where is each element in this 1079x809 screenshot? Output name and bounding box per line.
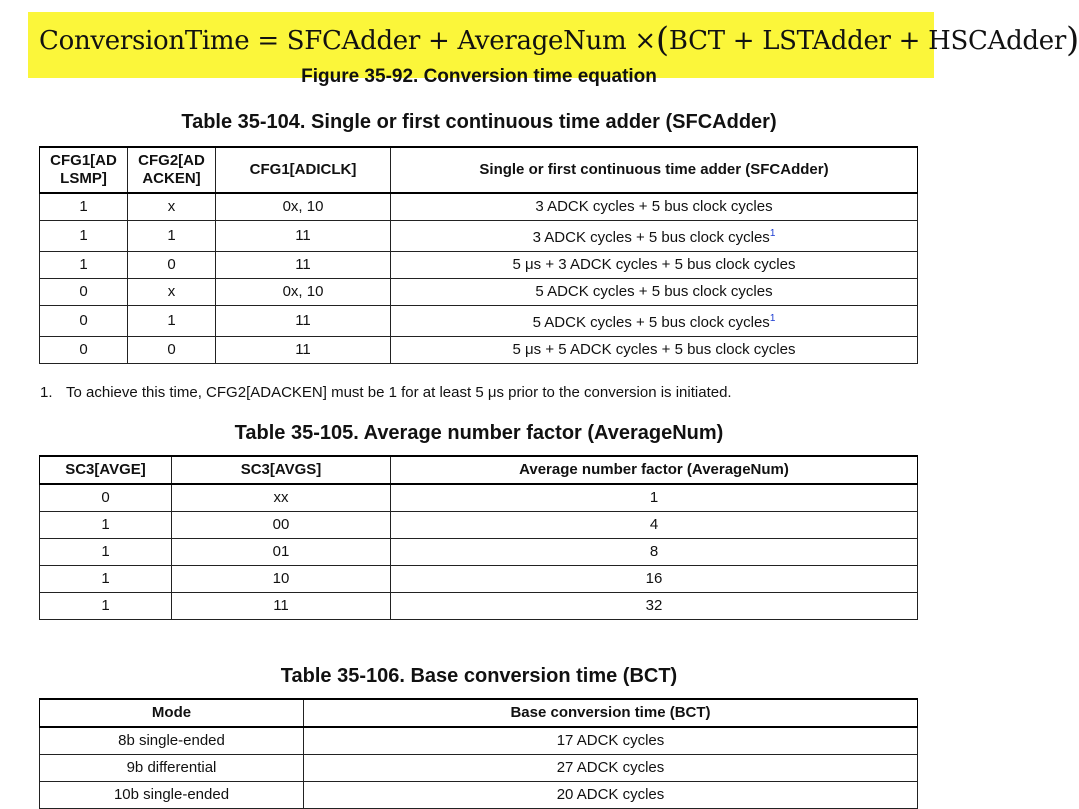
cell: 0 <box>40 279 128 306</box>
cell-text: 3 ADCK cycles + 5 bus clock cycles <box>532 229 770 246</box>
conversion-time-equation <box>39 18 1079 58</box>
cell: 1 <box>40 593 172 620</box>
footnote-ref[interactable]: 1 <box>769 228 776 239</box>
cell: 9b differential <box>40 755 304 782</box>
cell <box>391 337 918 364</box>
cell: 0x, 10 <box>216 279 391 306</box>
cell: 1 <box>40 193 128 221</box>
eq-plus: + <box>428 26 450 56</box>
cell: 0 <box>128 252 216 279</box>
cell: 1 <box>40 221 128 252</box>
cell: 8 <box>391 539 918 566</box>
table-104-header-adacken <box>128 147 216 193</box>
eq-term-hscadder: HSCAdder <box>928 26 1066 56</box>
eq-plus: + <box>898 26 921 56</box>
cell: 20 ADCK cycles <box>304 782 918 809</box>
cell: 27 ADCK cycles <box>304 755 918 782</box>
cell: 10b single-ended <box>40 782 304 809</box>
footnote-number: 1. <box>40 384 53 401</box>
cell <box>391 193 918 221</box>
cell: 10 <box>172 566 391 593</box>
cell: 4 <box>391 512 918 539</box>
table-104-header-sfcadder: Single or first continuous time adder (SFCAdder) <box>391 147 918 193</box>
cell: 1 <box>128 306 216 337</box>
cell: 1 <box>40 512 172 539</box>
table-row <box>40 193 918 221</box>
cell: 11 <box>172 593 391 620</box>
table-row <box>40 252 918 279</box>
table-104-header-adlsmp <box>40 147 128 193</box>
cell: 32 <box>391 593 918 620</box>
cell <box>391 252 918 279</box>
footnote-text: To achieve this time, CFG2[ADACKEN] must be 1 for at least 5 μs prior to the conversion is initiated. <box>66 384 732 401</box>
table-105-header-averagenum: Average number factor (AverageNum) <box>391 456 918 484</box>
table-row <box>40 279 918 306</box>
cell: 1 <box>40 539 172 566</box>
table-105-header-avgs: SC3[AVGS] <box>172 456 391 484</box>
eq-term-averagenum: AverageNum <box>457 26 627 56</box>
header-line: CFG1[AD <box>50 152 117 169</box>
table-row <box>40 593 918 620</box>
cell: 1 <box>391 484 918 512</box>
cell <box>391 306 918 337</box>
cell: 1 <box>128 221 216 252</box>
eq-left-paren: ( <box>655 20 669 60</box>
table-row <box>40 566 918 593</box>
eq-equals: = <box>257 26 279 56</box>
table-106-header-mode: Mode <box>40 699 304 727</box>
header-line: ACKEN] <box>142 170 201 187</box>
cell: 11 <box>216 337 391 364</box>
footnote <box>40 384 732 401</box>
cell-text: 3 ADCK cycles + 5 bus clock cycles <box>535 198 773 215</box>
table-106 <box>39 698 918 809</box>
cell: xx <box>172 484 391 512</box>
cell: 0 <box>40 484 172 512</box>
table-106-title: Table 35-106. Base conversion time (BCT) <box>280 665 678 687</box>
eq-term-sfcadder: SFCAdder <box>286 26 421 56</box>
cell: 1 <box>40 252 128 279</box>
cell: 17 ADCK cycles <box>304 727 918 755</box>
table-106-header-bct: Base conversion time (BCT) <box>304 699 918 727</box>
cell: 11 <box>216 306 391 337</box>
table-row <box>40 539 918 566</box>
table-104 <box>39 146 918 364</box>
eq-lhs: ConversionTime <box>39 26 250 56</box>
table-105-header-avge: SC3[AVGE] <box>40 456 172 484</box>
cell-text: 5 μs + 5 ADCK cycles + 5 bus clock cycles <box>512 341 796 358</box>
header-line: CFG2[AD <box>138 152 205 169</box>
table-row <box>40 755 918 782</box>
table-104-header-adiclk: CFG1[ADICLK] <box>216 147 391 193</box>
eq-plus: + <box>732 26 755 56</box>
cell: 11 <box>216 252 391 279</box>
cell <box>391 279 918 306</box>
cell-text: 5 ADCK cycles + 5 bus clock cycles <box>532 314 770 331</box>
cell: 16 <box>391 566 918 593</box>
table-row <box>40 221 918 252</box>
cell: 0 <box>128 337 216 364</box>
cell <box>391 221 918 252</box>
eq-right-paren: ) <box>1065 20 1079 60</box>
footnote-ref[interactable]: 1 <box>769 313 776 324</box>
table-row <box>40 512 918 539</box>
eq-term-bct: BCT <box>668 26 725 56</box>
cell-text: 5 ADCK cycles + 5 bus clock cycles <box>535 283 773 300</box>
table-104-title: Table 35-104. Single or first continuous time adder (SFCAdder) <box>181 111 777 133</box>
eq-term-lstadder: LSTAdder <box>762 26 891 56</box>
table-row <box>40 484 918 512</box>
table-row <box>40 306 918 337</box>
cell: 0 <box>40 306 128 337</box>
cell: 11 <box>216 221 391 252</box>
header-line: LSMP] <box>60 170 107 187</box>
eq-times: × <box>634 26 656 56</box>
cell: 00 <box>172 512 391 539</box>
figure-caption: Figure 35-92. Conversion time equation <box>301 66 657 87</box>
table-row <box>40 727 918 755</box>
table-105-title: Table 35-105. Average number factor (AverageNum) <box>234 422 724 444</box>
table-row <box>40 782 918 809</box>
cell: 0 <box>40 337 128 364</box>
cell: 1 <box>40 566 172 593</box>
cell: x <box>128 193 216 221</box>
table-105 <box>39 455 918 620</box>
cell: x <box>128 279 216 306</box>
cell: 01 <box>172 539 391 566</box>
cell-text: 5 μs + 3 ADCK cycles + 5 bus clock cycles <box>512 256 796 273</box>
table-row <box>40 337 918 364</box>
cell: 8b single-ended <box>40 727 304 755</box>
cell: 0x, 10 <box>216 193 391 221</box>
